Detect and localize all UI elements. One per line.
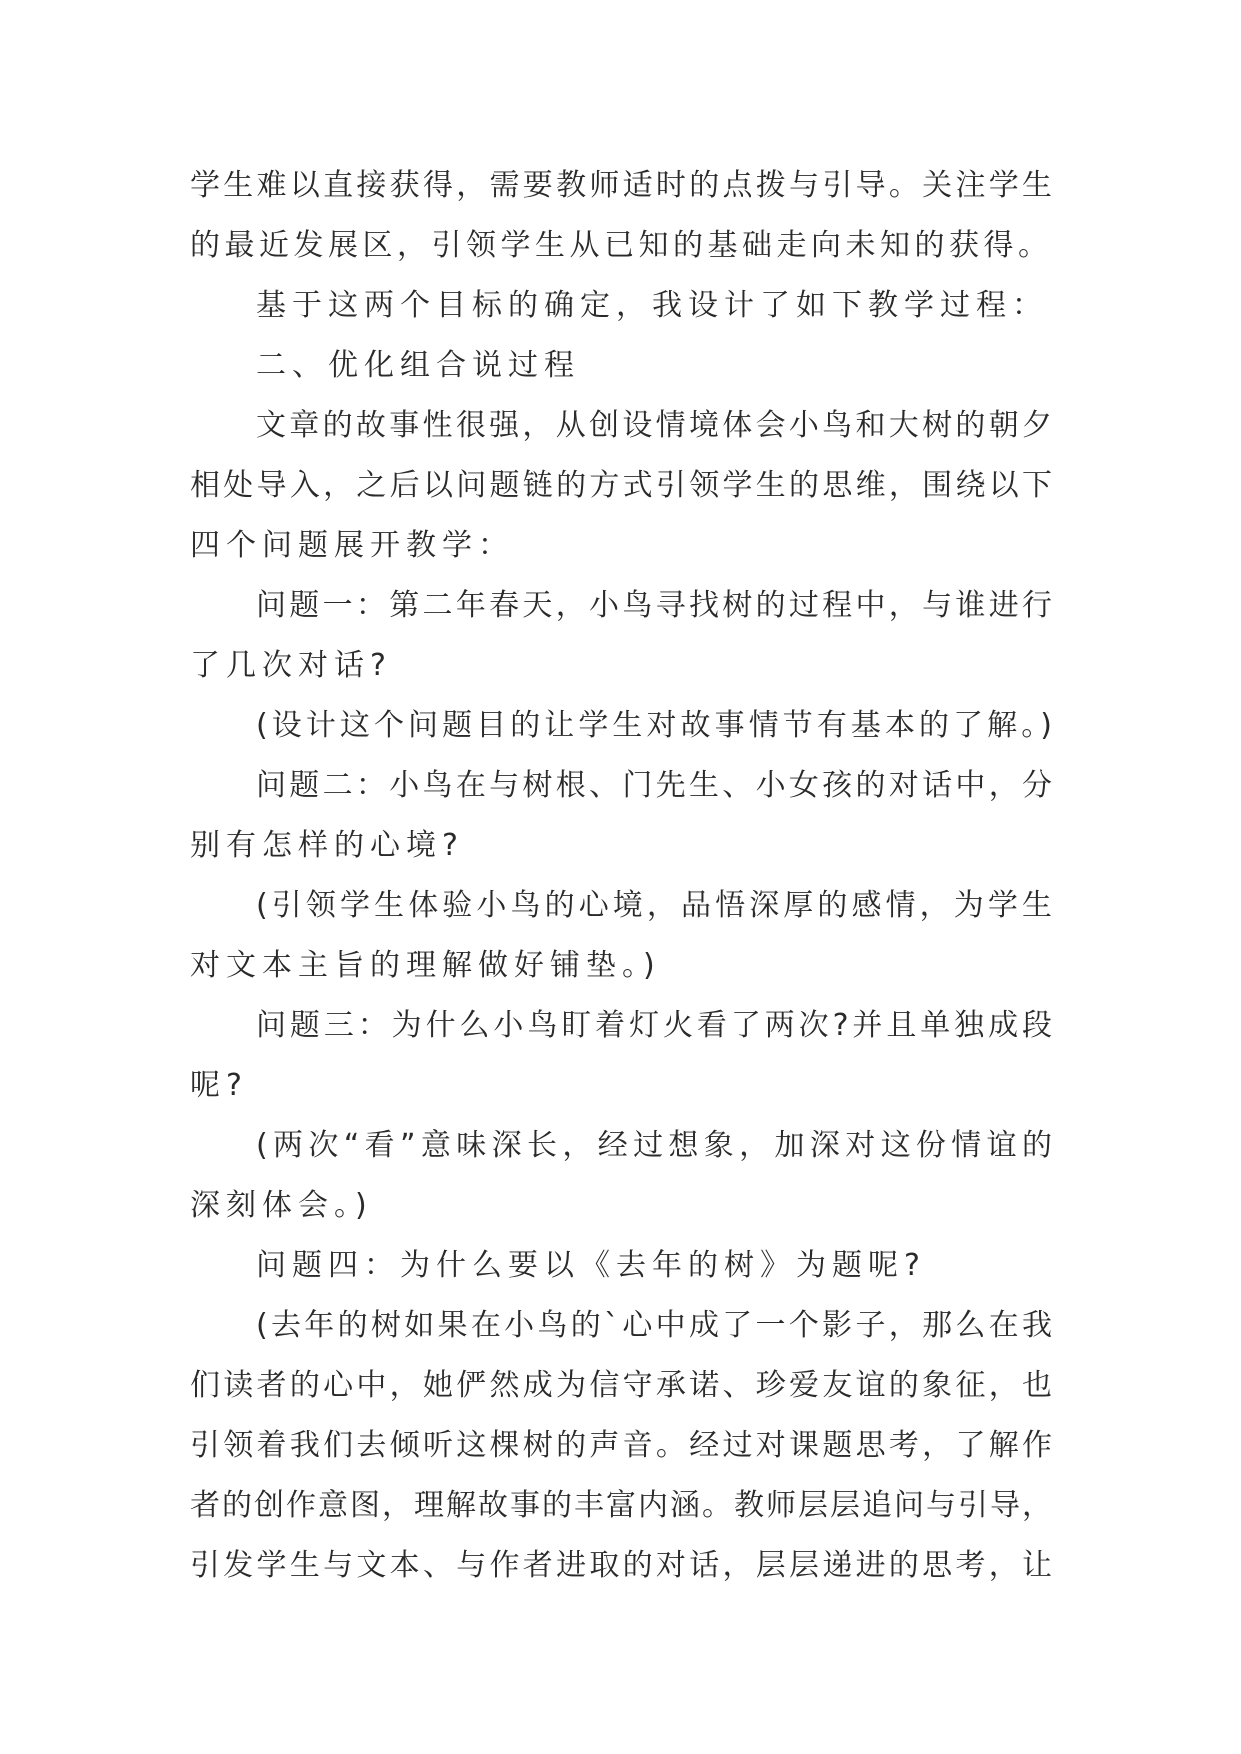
text-line: (引领学生体验小鸟的心境，品悟深厚的感情，为学生 (256, 888, 1052, 923)
section-heading: 二、优化组合说过程 (256, 348, 580, 383)
text-line: 引发学生与文本、与作者进取的对话，层层递进的思考，让 (190, 1548, 1052, 1583)
text-line: 问题二：小鸟在与树根、门先生、小女孩的对话中，分 (256, 768, 1052, 803)
text-line: (去年的树如果在小鸟的`心中成了一个影子，那么在我 (256, 1308, 1052, 1343)
text-line: 问题三：为什么小鸟盯着灯火看了两次?并且单独成段 (256, 1008, 1052, 1043)
text-line: 对文本主旨的理解做好铺垫。) (190, 948, 661, 983)
text-line: 的最近发展区，引领学生从已知的基础走向未知的获得。 (190, 228, 1053, 263)
text-line: 学生难以直接获得，需要教师适时的点拨与引导。关注学生 (190, 168, 1052, 203)
text-line: 别有怎样的心境? (190, 828, 464, 863)
text-line: 基于这两个目标的确定，我设计了如下教学过程： (256, 288, 1048, 323)
text-line: (两次“看”意味深长，经过想象，加深对这份情谊的 (256, 1128, 1052, 1163)
text-line: 相处导入，之后以问题链的方式引领学生的思维，围绕以下 (190, 468, 1052, 503)
text-line: (设计这个问题目的让学生对故事情节有基本的了解。) (256, 708, 1052, 743)
document-body (190, 156, 1052, 1596)
text-line: 引领着我们去倾听这棵树的声音。经过对课题思考，了解作 (190, 1428, 1052, 1463)
text-line: 呢? (190, 1068, 248, 1103)
text-line: 文章的故事性很强，从创设情境体会小鸟和大树的朝夕 (256, 408, 1052, 443)
text-line: 问题四：为什么要以《去年的树》为题呢? (256, 1248, 926, 1283)
text-line: 了几次对话? (190, 648, 392, 683)
text-line: 深刻体会。) (190, 1188, 373, 1223)
text-line: 四个问题展开教学： (190, 528, 514, 563)
text-line: 者的创作意图，理解故事的丰富内涵。教师层层追问与引导， (190, 1488, 1052, 1523)
text-line: 问题一：第二年春天，小鸟寻找树的过程中，与谁进行 (256, 588, 1052, 623)
text-line: 们读者的心中，她俨然成为信守承诺、珍爱友谊的象征，也 (190, 1368, 1052, 1403)
